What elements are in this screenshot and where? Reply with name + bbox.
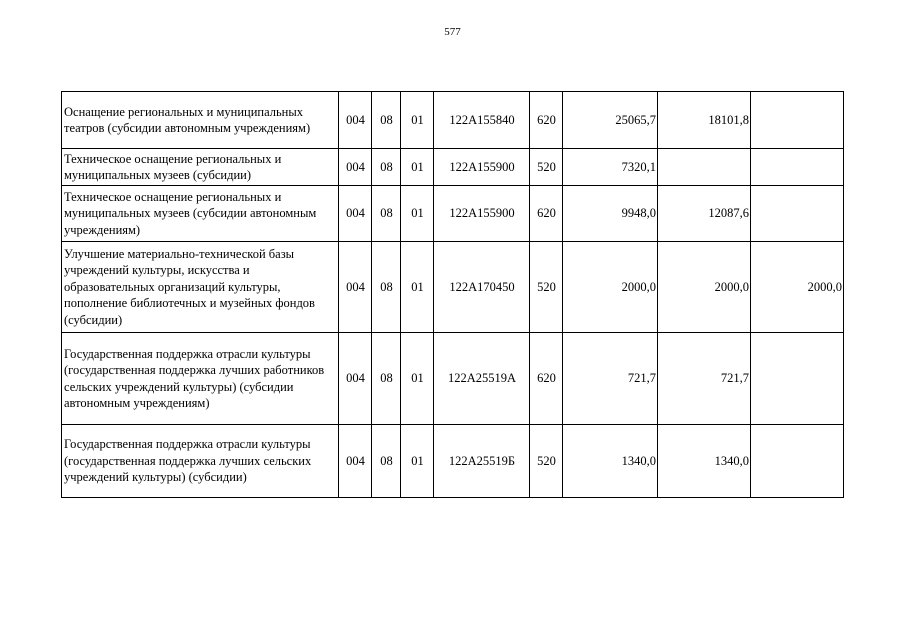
subsection-code-cell: 01 — [401, 242, 434, 333]
year2-amount-cell — [658, 149, 751, 186]
target-article-cell: 122А25519Б — [434, 425, 530, 498]
year1-amount-cell: 7320,1 — [563, 149, 658, 186]
year1-amount-cell: 721,7 — [563, 333, 658, 425]
target-article-cell: 122А155840 — [434, 92, 530, 149]
row-name-cell: Техническое оснащение региональных и муниципальных музеев (субсидии) — [62, 149, 339, 186]
table-body — [62, 92, 844, 498]
target-article-cell: 122А155900 — [434, 149, 530, 186]
row-name-cell: Улучшение материально-технической базы учреждений культуры, искусства и образовательных организаций культуры, пополнение библиотечных и музейных фондов (субсидии) — [62, 242, 339, 333]
section-code-cell: 08 — [372, 333, 401, 425]
ministry-code-cell: 004 — [339, 425, 372, 498]
expense-type-cell: 620 — [530, 186, 563, 242]
expense-type-cell: 620 — [530, 92, 563, 149]
subsection-code-cell: 01 — [401, 425, 434, 498]
target-article-cell: 122А155900 — [434, 186, 530, 242]
year2-amount-cell: 18101,8 — [658, 92, 751, 149]
section-code-cell: 08 — [372, 425, 401, 498]
year3-amount-cell — [751, 333, 844, 425]
year1-amount-cell: 1340,0 — [563, 425, 658, 498]
target-article-cell: 122А170450 — [434, 242, 530, 333]
table-row — [62, 425, 844, 498]
year3-amount-cell — [751, 425, 844, 498]
year1-amount-cell: 2000,0 — [563, 242, 658, 333]
ministry-code-cell: 004 — [339, 242, 372, 333]
row-name-cell: Государственная поддержка отрасли культуры (государственная поддержка лучших сельских учреждений культуры) (субсидии) — [62, 425, 339, 498]
expense-type-cell: 620 — [530, 333, 563, 425]
year1-amount-cell: 25065,7 — [563, 92, 658, 149]
ministry-code-cell: 004 — [339, 333, 372, 425]
expense-type-cell: 520 — [530, 242, 563, 333]
section-code-cell: 08 — [372, 186, 401, 242]
table-row — [62, 186, 844, 242]
ministry-code-cell: 004 — [339, 92, 372, 149]
section-code-cell: 08 — [372, 149, 401, 186]
table-row — [62, 333, 844, 425]
page-number: 577 — [444, 26, 461, 38]
row-name-cell: Государственная поддержка отрасли культуры (государственная поддержка лучших работников сельских учреждений культуры) (субсидии автономным учреждениям) — [62, 333, 339, 425]
expense-type-cell: 520 — [530, 149, 563, 186]
subsection-code-cell: 01 — [401, 149, 434, 186]
table-row — [62, 92, 844, 149]
subsection-code-cell: 01 — [401, 186, 434, 242]
table-row — [62, 242, 844, 333]
section-code-cell: 08 — [372, 242, 401, 333]
year2-amount-cell: 721,7 — [658, 333, 751, 425]
year2-amount-cell: 12087,6 — [658, 186, 751, 242]
year3-amount-cell — [751, 149, 844, 186]
ministry-code-cell: 004 — [339, 149, 372, 186]
subsection-code-cell: 01 — [401, 333, 434, 425]
year3-amount-cell — [751, 92, 844, 149]
target-article-cell: 122А25519А — [434, 333, 530, 425]
budget-table — [61, 91, 844, 498]
expense-type-cell: 520 — [530, 425, 563, 498]
table-row — [62, 149, 844, 186]
ministry-code-cell: 004 — [339, 186, 372, 242]
row-name-cell: Оснащение региональных и муниципальных театров (субсидии автономным учреждениям) — [62, 92, 339, 149]
year3-amount-cell — [751, 186, 844, 242]
year3-amount-cell: 2000,0 — [751, 242, 844, 333]
year2-amount-cell: 2000,0 — [658, 242, 751, 333]
section-code-cell: 08 — [372, 92, 401, 149]
year1-amount-cell: 9948,0 — [563, 186, 658, 242]
year2-amount-cell: 1340,0 — [658, 425, 751, 498]
row-name-cell: Техническое оснащение региональных и муниципальных музеев (субсидии автономным учреждениям) — [62, 186, 339, 242]
subsection-code-cell: 01 — [401, 92, 434, 149]
